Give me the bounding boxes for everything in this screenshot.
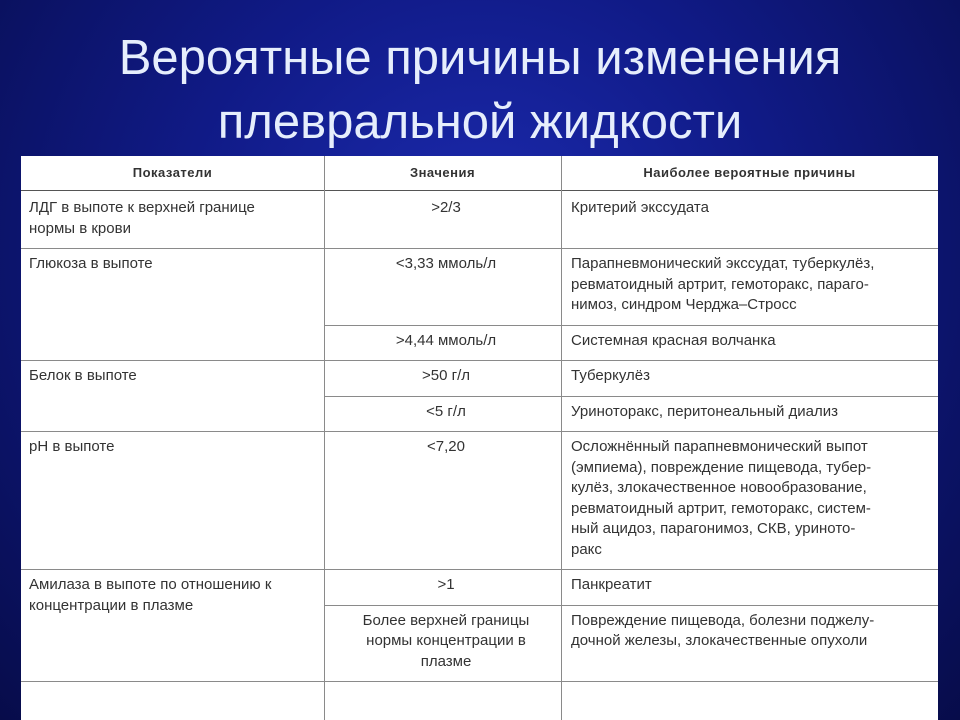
header-values: Значения	[409, 165, 476, 180]
cause-line: ракс	[571, 540, 602, 558]
cause-line: нимоз, синдром Черджа–Стросс	[571, 296, 797, 313]
cause-line: ревматоидный артрит, гемоторакс, параго-	[571, 275, 869, 293]
indicator-line: концентрации в плазме	[29, 596, 194, 614]
cause-line: Панкреатит	[571, 576, 652, 593]
value-line: плазме	[420, 652, 472, 670]
value-cell	[331, 366, 561, 387]
value-line: <7,20	[427, 438, 465, 455]
header-causes: Наиболее вероятные причины	[643, 165, 856, 180]
value-line: нормы концентрации в	[366, 632, 526, 649]
cause-cell	[571, 331, 931, 352]
value-cell	[331, 254, 561, 275]
column-divider	[561, 156, 562, 720]
group-divider	[21, 360, 938, 361]
cause-line: Парапневмонический экссудат, туберкулёз,	[571, 255, 875, 272]
cause-cell	[571, 437, 931, 560]
indicator-line: Амилаза в выпоте по отношению к	[29, 576, 272, 593]
cause-line: кулёз, злокачественное новообразование,	[571, 479, 867, 496]
row-divider	[324, 396, 938, 397]
cause-line: ный ацидоз, парагонимоз, СКВ, уриното-	[571, 520, 856, 537]
row-divider	[324, 605, 938, 606]
value-cell	[331, 611, 561, 673]
cause-cell	[571, 402, 931, 423]
value-cell	[331, 402, 561, 423]
header-indicators: Показатели	[132, 165, 213, 180]
table-header	[21, 156, 938, 191]
value-line: <5 г/л	[426, 402, 466, 420]
value-cell	[331, 331, 561, 352]
indicator-line: ЛДГ в выпоте к верхней границе	[29, 199, 255, 216]
indicator-cell	[29, 437, 324, 458]
value-line: >2/3	[431, 199, 461, 216]
cause-line: (эмпиема), повреждение пищевода, тубер-	[571, 458, 872, 476]
indicator-line: нормы в крови	[29, 219, 131, 237]
value-cell	[331, 437, 561, 458]
value-cell	[331, 575, 561, 596]
cause-cell	[571, 198, 931, 219]
cause-line: Туберкулёз	[571, 367, 650, 384]
value-cell	[331, 198, 561, 219]
indicator-cell	[29, 366, 324, 387]
cause-line: дочной железы, злокачественные опухоли	[571, 632, 868, 649]
value-line: Более верхней границы	[362, 611, 530, 629]
indicator-cell	[29, 575, 324, 616]
group-divider	[21, 681, 938, 682]
cause-line: Уриноторакс, перитонеальный диализ	[571, 402, 839, 420]
group-divider	[21, 431, 938, 432]
indicator-line: Глюкоза в выпоте	[29, 255, 153, 272]
value-line: >4,44 ммоль/л	[395, 331, 497, 349]
indicator-cell	[29, 254, 324, 275]
value-line: >1	[437, 576, 455, 593]
cause-line: Осложнённый парапневмонический выпот	[571, 438, 868, 455]
indicator-cell	[29, 198, 324, 239]
group-divider	[21, 248, 938, 249]
cause-line: ревматоидный артрит, гемоторакс, систем-	[571, 499, 871, 517]
causes-table	[21, 156, 938, 720]
cause-line: Повреждение пищевода, болезни поджелу-	[571, 611, 875, 629]
cause-cell	[571, 254, 931, 316]
value-line: >50 г/л	[421, 367, 470, 384]
slide-title	[0, 26, 960, 154]
group-divider	[21, 569, 938, 570]
cause-cell	[571, 366, 931, 387]
title-line-1: Вероятные причины изменения	[118, 31, 842, 85]
title-line-2: плевральной жидкости	[217, 95, 743, 149]
column-divider	[324, 156, 325, 720]
cause-line: Системная красная волчанка	[571, 331, 776, 349]
indicator-line: рН в выпоте	[29, 438, 115, 455]
row-divider	[324, 325, 938, 326]
cause-cell	[571, 575, 931, 596]
indicator-line: Белок в выпоте	[29, 367, 137, 384]
cause-line: Критерий экссудата	[571, 199, 709, 216]
cause-cell	[571, 611, 931, 652]
value-line: <3,33 ммоль/л	[395, 255, 497, 272]
